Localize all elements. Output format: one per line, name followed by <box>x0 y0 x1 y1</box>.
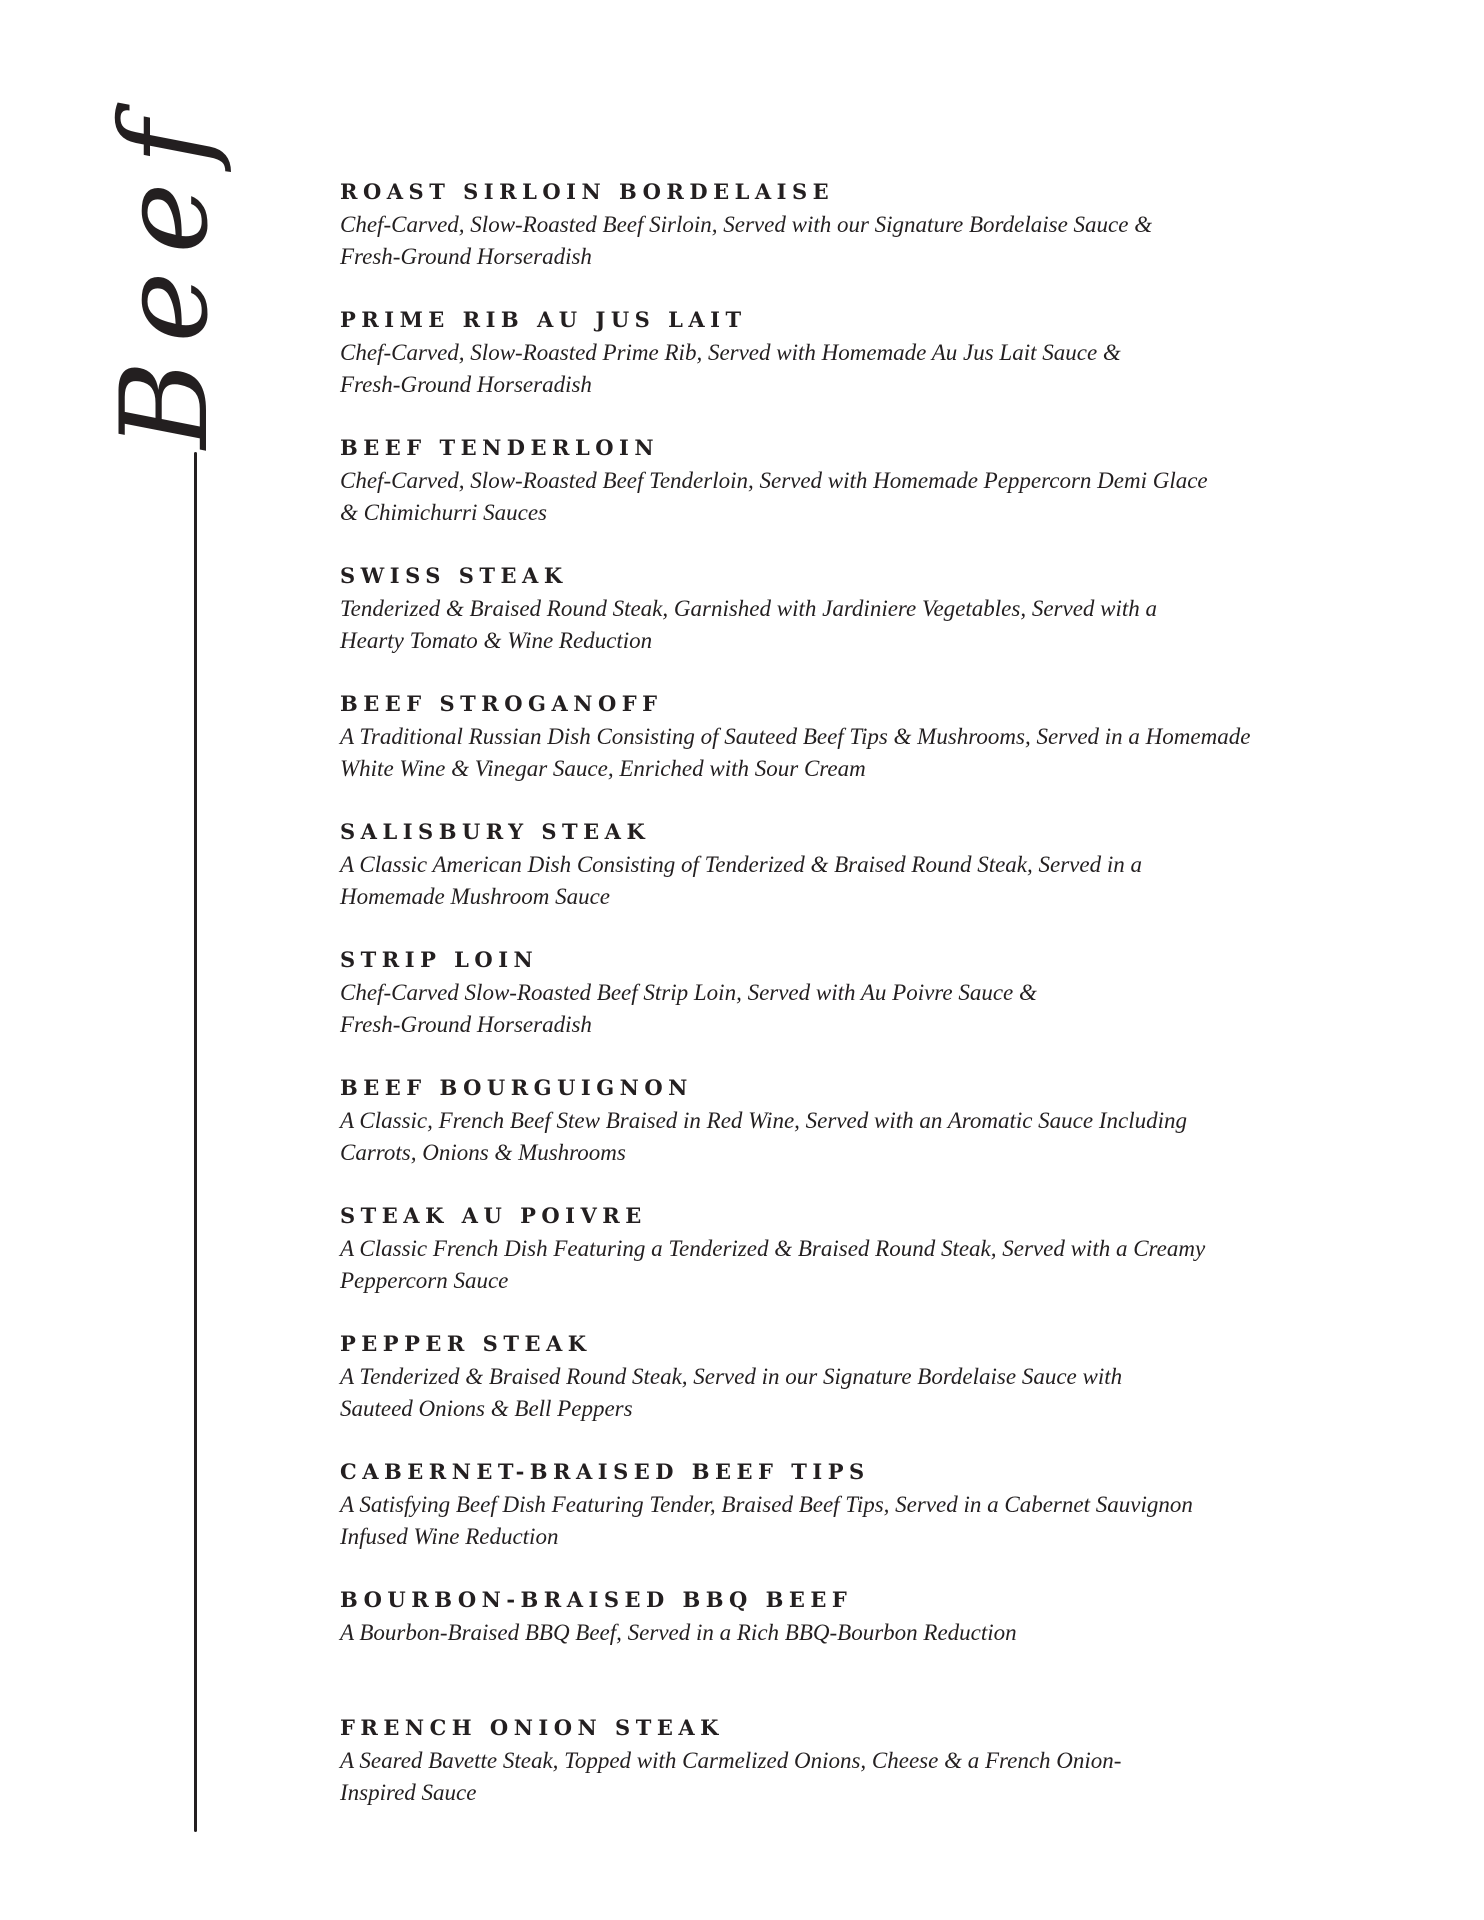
menu-item-description-line: Peppercorn Sauce <box>340 1268 509 1293</box>
menu-item-description-line: A Classic American Dish Consisting of Tenderized & Braised Round Steak, Served in a <box>340 852 1142 877</box>
menu-item-name: SALISBURY STEAK <box>340 819 651 844</box>
menu-item <box>340 306 1420 434</box>
menu-item-description-line: Homemade Mushroom Sauce <box>340 884 610 909</box>
menu-item-name: STRIP LOIN <box>340 947 539 972</box>
menu-item-name: STEAK AU POIVRE <box>340 1203 647 1228</box>
menu-item <box>340 818 1420 946</box>
menu-item <box>340 562 1420 690</box>
menu-list <box>340 178 1420 1842</box>
menu-item <box>340 1586 1420 1714</box>
menu-item-description-line: Tenderized & Braised Round Steak, Garnished with Jardiniere Vegetables, Served with a <box>340 596 1158 621</box>
menu-item-description-line: A Classic, French Beef Stew Braised in Red Wine, Served with an Aromatic Sauce Including <box>340 1108 1188 1133</box>
menu-item-description-line: Chef-Carved Slow-Roasted Beef Strip Loin, Served with Au Poivre Sauce & <box>340 980 1037 1005</box>
menu-item-description-line: Fresh-Ground Horseradish <box>340 244 592 269</box>
menu-item-description-line: Chef-Carved, Slow-Roasted Beef Tenderloin, Served with Homemade Peppercorn Demi Glace <box>340 468 1208 493</box>
menu-item <box>340 1330 1420 1458</box>
menu-item-name: BOURBON-BRAISED BBQ BEEF <box>340 1587 853 1612</box>
menu-item-description-line: A Satisfying Beef Dish Featuring Tender, Braised Beef Tips, Served in a Cabernet Sauvignon <box>340 1492 1193 1517</box>
menu-item-description-line: Inspired Sauce <box>340 1780 477 1805</box>
menu-item-name: PRIME RIB AU JUS LAIT <box>340 307 747 332</box>
menu-item-description-line: Fresh-Ground Horseradish <box>340 1012 592 1037</box>
menu-item-name: SWISS STEAK <box>340 563 568 588</box>
menu-item <box>340 178 1420 306</box>
menu-item-name: BEEF TENDERLOIN <box>340 435 660 460</box>
menu-item <box>340 1074 1420 1202</box>
menu-item <box>340 1202 1420 1330</box>
vertical-divider <box>194 452 197 1832</box>
menu-item-description-line: & Chimichurri Sauces <box>340 500 547 525</box>
category-title-text: Beef <box>95 101 235 449</box>
category-title <box>95 101 235 449</box>
menu-item-description-line: Chef-Carved, Slow-Roasted Beef Sirloin, Served with our Signature Bordelaise Sauce & <box>340 212 1153 237</box>
menu-item-name: BEEF STROGANOFF <box>340 691 663 716</box>
menu-item-description-line: Infused Wine Reduction <box>340 1524 559 1549</box>
menu-item-description-line: Hearty Tomato & Wine Reduction <box>340 628 653 653</box>
menu-item-description-line: White Wine & Vinegar Sauce, Enriched with Sour Cream <box>340 756 866 781</box>
menu-item-description-line: Chef-Carved, Slow-Roasted Prime Rib, Served with Homemade Au Jus Lait Sauce & <box>340 340 1121 365</box>
menu-item <box>340 1714 1420 1842</box>
menu-item <box>340 690 1420 818</box>
menu-item-description-line: Carrots, Onions & Mushrooms <box>340 1140 626 1165</box>
menu-item <box>340 946 1420 1074</box>
menu-item <box>340 1458 1420 1586</box>
menu-item-description-line: Sauteed Onions & Bell Peppers <box>340 1396 633 1421</box>
menu-item <box>340 434 1420 562</box>
menu-item-description-line: A Traditional Russian Dish Consisting of Sauteed Beef Tips & Mushrooms, Served in a Homemade <box>340 724 1251 749</box>
menu-item-name: ROAST SIRLOIN BORDELAISE <box>340 179 835 204</box>
menu-item-description-line: A Tenderized & Braised Round Steak, Served in our Signature Bordelaise Sauce with <box>340 1364 1123 1389</box>
menu-item-description-line: A Classic French Dish Featuring a Tenderized & Braised Round Steak, Served with a Creamy <box>340 1236 1206 1261</box>
menu-item-name: FRENCH ONION STEAK <box>340 1715 724 1740</box>
menu-item-name: BEEF BOURGUIGNON <box>340 1075 693 1100</box>
menu-item-description-line: A Seared Bavette Steak, Topped with Carmelized Onions, Cheese & a French Onion- <box>340 1748 1122 1773</box>
menu-item-description-line: A Bourbon-Braised BBQ Beef, Served in a Rich BBQ-Bourbon Reduction <box>340 1620 1017 1645</box>
menu-item-description-line: Fresh-Ground Horseradish <box>340 372 592 397</box>
menu-item-name: PEPPER STEAK <box>340 1331 592 1356</box>
menu-item-name: CABERNET-BRAISED BEEF TIPS <box>340 1459 870 1484</box>
